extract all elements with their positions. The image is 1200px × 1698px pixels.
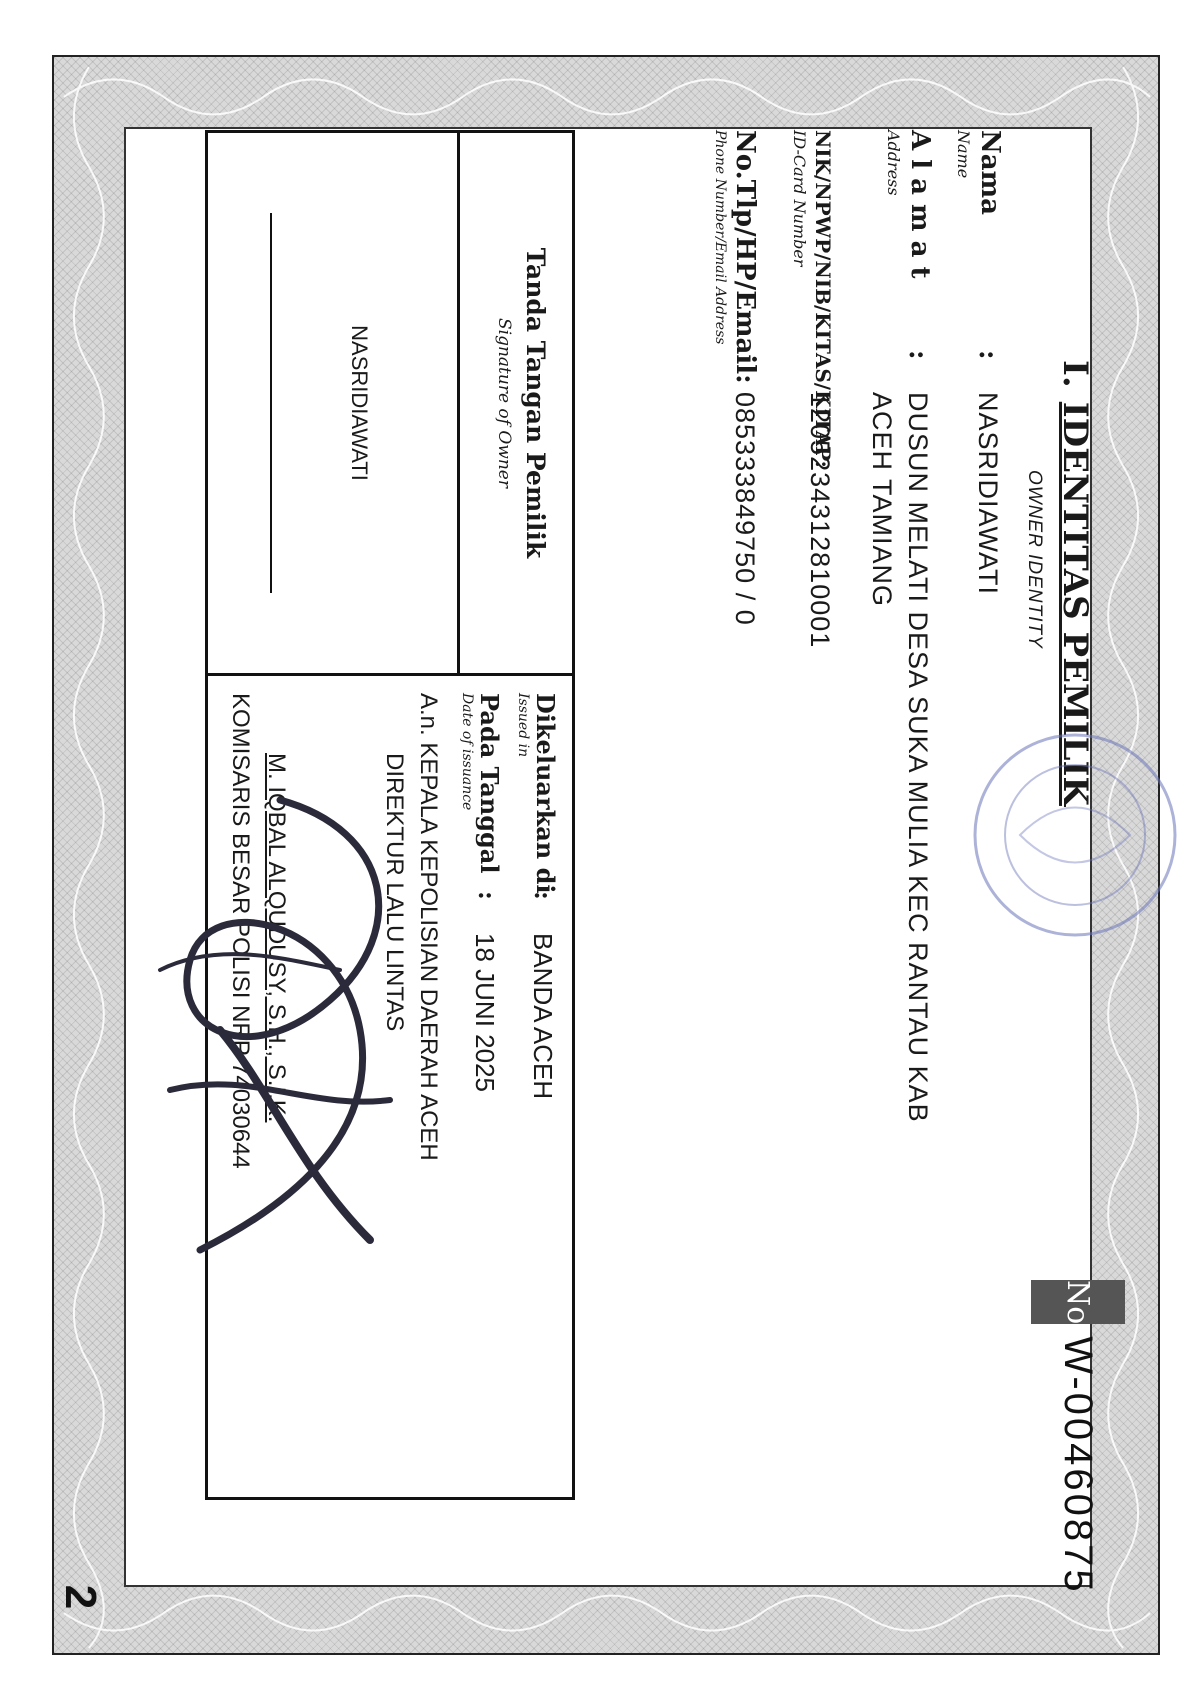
field-sublabel: ID-Card Number bbox=[790, 130, 809, 267]
table-divider bbox=[208, 673, 572, 676]
issued-place-block bbox=[515, 693, 560, 893]
field-colon: : bbox=[973, 350, 1003, 360]
field-colon: : bbox=[473, 891, 502, 900]
field-phone bbox=[712, 130, 760, 384]
field-label: No.Tlp/HP/Email: bbox=[730, 130, 760, 384]
field-sublabel: Phone Number/Email Address bbox=[712, 130, 728, 345]
owner-name: NASRIDIAWATI bbox=[347, 325, 372, 481]
registration-number: W-00460875 bbox=[1056, 1336, 1101, 1595]
page-number: 2 bbox=[56, 1584, 106, 1610]
issued-date-sublabel: Date of issuance bbox=[459, 693, 475, 811]
field-value-line: DUSUN MELATI DESA SUKA MULIA KEC RANTAU KAB bbox=[903, 392, 933, 1123]
signature-line bbox=[270, 213, 272, 593]
field-value: NASRIDIAWATI bbox=[973, 392, 1003, 596]
official-rank: KOMISARIS BESAR POLISI NRP 74030644 bbox=[227, 693, 254, 1169]
field-label: NIK/NPWP/NIB/KITAS/KITAP: bbox=[811, 130, 835, 468]
field-colon: : bbox=[903, 350, 933, 360]
field-colon: : bbox=[529, 891, 558, 900]
issued-place-value: BANDA ACEH bbox=[528, 933, 558, 1100]
field-sublabel: Name bbox=[954, 130, 973, 179]
field-value: 085333849750 / 0 bbox=[730, 392, 760, 626]
table-divider bbox=[457, 133, 460, 673]
section-title: IDENTITAS PEMILIK bbox=[1055, 401, 1095, 806]
section-number: I. bbox=[1055, 360, 1095, 388]
issued-place-label: Dikeluarkan di bbox=[531, 693, 560, 894]
field-label: Nama bbox=[975, 130, 1005, 215]
registration-number-box bbox=[1031, 1280, 1125, 1595]
field-label: A l a m a t bbox=[905, 130, 935, 279]
field-value: 1205234312810001 bbox=[805, 392, 835, 649]
issued-date-label: Pada Tanggal bbox=[475, 693, 504, 874]
field-name bbox=[954, 130, 1005, 215]
official-name: M. IQBAL ALQUDUSY, S.H., S.I.K. bbox=[263, 753, 290, 1123]
official-signature-icon bbox=[130, 770, 430, 1290]
field-value-line: ACEH TAMIANG bbox=[867, 392, 897, 608]
issued-date-value: 18 JUNI 2025 bbox=[470, 933, 500, 1092]
issued-place-sublabel: Issued in bbox=[515, 693, 531, 758]
issued-date-block bbox=[459, 693, 504, 873]
field-sublabel: Address bbox=[884, 130, 903, 196]
field-address bbox=[884, 130, 935, 279]
owner-signature-label: Tanda Tangan Pemilik bbox=[521, 247, 550, 559]
section-subtitle: OWNER IDENTITY bbox=[1024, 470, 1045, 649]
owner-signature-sublabel: Signature of Owner bbox=[494, 318, 514, 488]
authority-line: DIREKTUR LALU LINTAS bbox=[381, 753, 408, 1032]
registration-label: No bbox=[1031, 1280, 1125, 1324]
authority-line: A.n. KEPALA KEPOLISIAN DAERAH ACEH bbox=[415, 693, 442, 1161]
official-stamp-icon bbox=[960, 720, 1190, 950]
